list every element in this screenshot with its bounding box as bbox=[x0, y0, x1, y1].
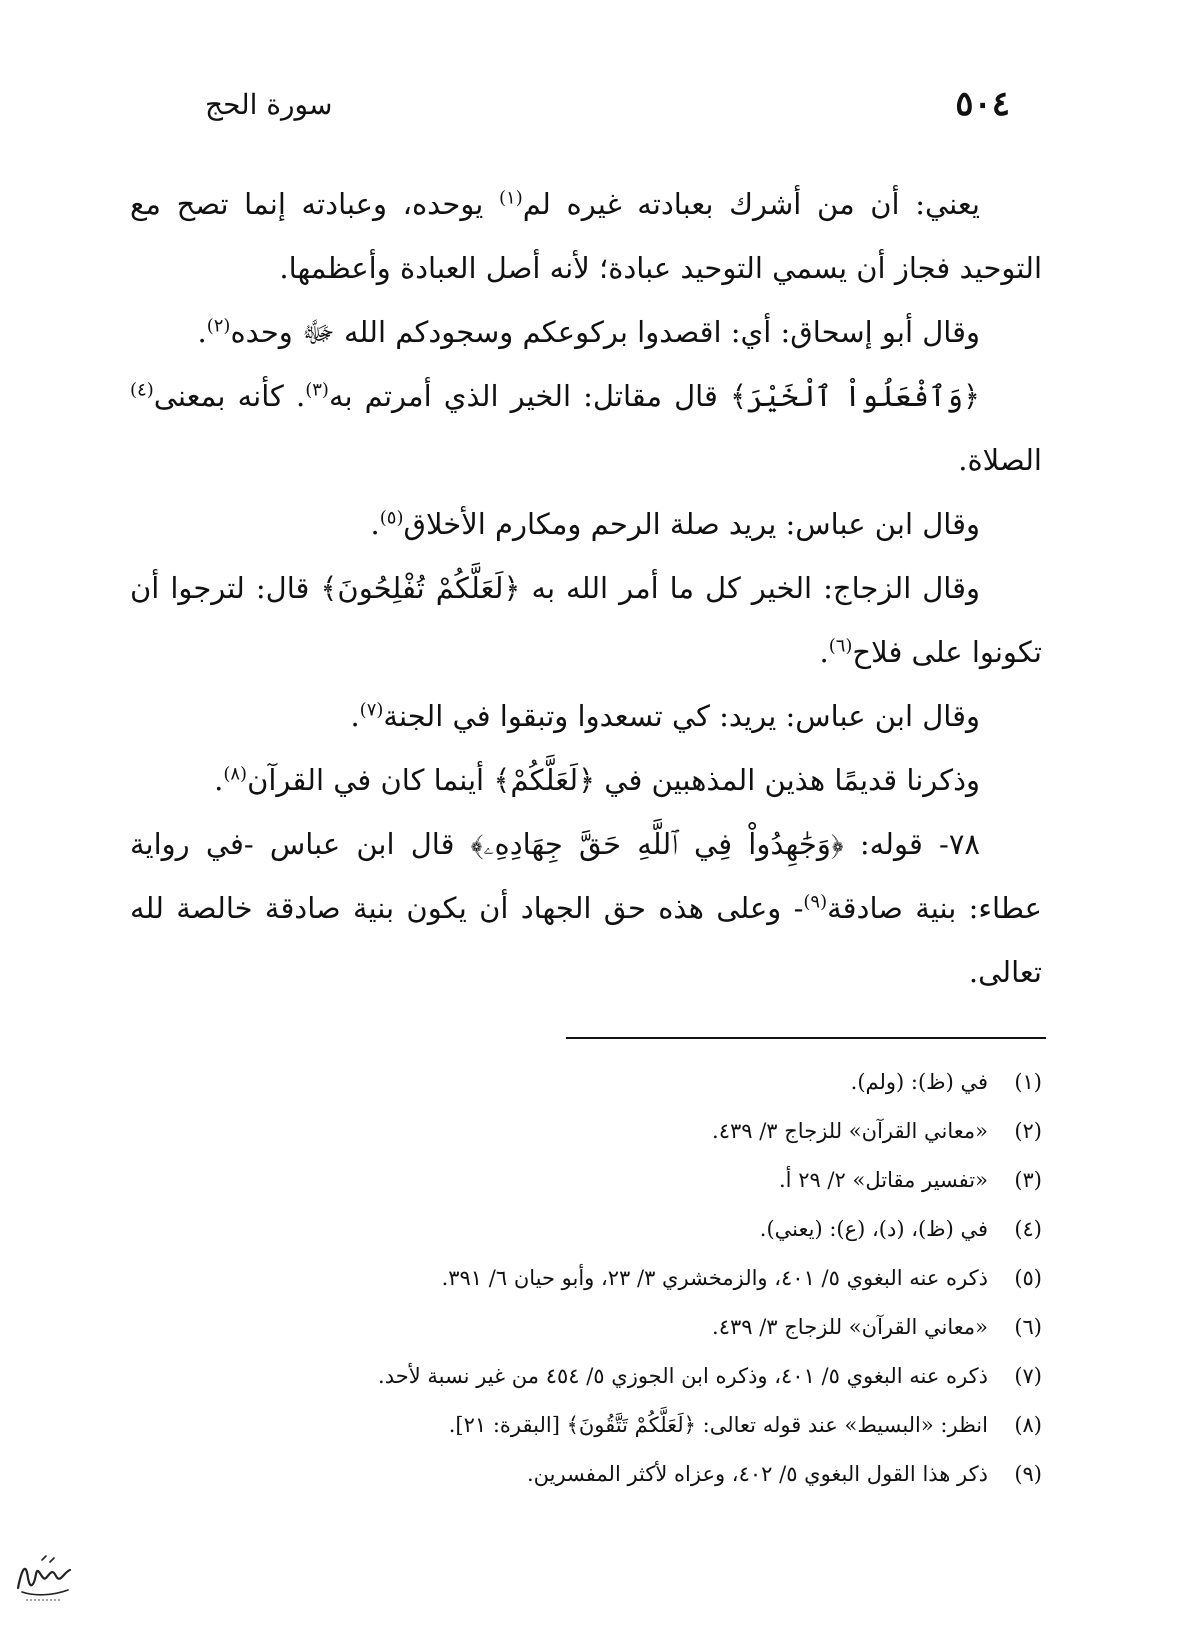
paragraph-text: قال ابن عباس -في رواية عطاء: بنية صادقة bbox=[130, 827, 1042, 925]
paragraph-text: ٧٨- قوله: bbox=[843, 827, 980, 861]
footnote-item bbox=[130, 1352, 1042, 1401]
footnotes bbox=[130, 1058, 1042, 1499]
footnote-text: في (ظ)، (د)، (ع): (يعني). bbox=[759, 1217, 988, 1241]
paragraph-text: وقال ابن عباس: يريد صلة الرحم ومكارم الأخلاق bbox=[403, 507, 980, 541]
paragraph-3 bbox=[130, 364, 1042, 492]
footnote-number: (٧) bbox=[1014, 1364, 1042, 1388]
quran-verse: ﴿وَجَٰهِدُواْ فِي ٱللَّهِ حَقَّ جِهَادِهِۦ﴾ bbox=[470, 827, 844, 861]
footnote-item bbox=[130, 1205, 1042, 1254]
footnote-text: ذكره عنه البغوي ٥/ ٤٠١، وذكره ابن الجوزي ٥/ ٤٥٤ من غير نسبة لأحد. bbox=[378, 1364, 988, 1388]
footnote-item bbox=[130, 1254, 1042, 1303]
paragraph-text: . bbox=[819, 635, 829, 669]
footnote-item bbox=[130, 1156, 1042, 1205]
paragraph-text: قال: لترجوا أن تكونوا على فلاح bbox=[130, 571, 1042, 669]
footnote-ref-8[interactable]: (٨) bbox=[223, 763, 248, 785]
footnote-text: في (ظ): (ولم). bbox=[850, 1070, 988, 1094]
footnote-separator bbox=[566, 1037, 1046, 1039]
footnote-number: (٣) bbox=[1014, 1168, 1042, 1192]
main-text bbox=[130, 172, 1042, 1004]
footnote-text: «معاني القرآن» للزجاج ٣/ ٤٣٩. bbox=[712, 1315, 988, 1339]
footnote-number: (٤) bbox=[1014, 1217, 1042, 1241]
paragraph-8 bbox=[130, 812, 1042, 1004]
footnote-ref-9[interactable]: (٩) bbox=[803, 891, 828, 913]
paragraph-text: . bbox=[197, 315, 207, 349]
footnote-item bbox=[130, 1303, 1042, 1352]
paragraph-4 bbox=[130, 492, 1042, 556]
footnote-number: (١) bbox=[1014, 1070, 1042, 1094]
quran-verse: ﴿وَٱفْعَلُواْ ٱلْخَيْرَ﴾ bbox=[730, 379, 981, 413]
paragraph-5 bbox=[130, 556, 1042, 684]
footnote-ref-7[interactable]: (٧) bbox=[359, 699, 384, 721]
paragraph-text: . bbox=[370, 507, 380, 541]
footnote-ref-4[interactable]: (٤) bbox=[130, 379, 154, 401]
footnote-number: (٥) bbox=[1014, 1266, 1042, 1290]
paragraph-text: . bbox=[350, 699, 360, 733]
paragraph-text: قال مقاتل: الخير الذي أمرتم به bbox=[328, 379, 730, 413]
footnote-text: ذكره عنه البغوي ٥/ ٤٠١، والزمخشري ٣/ ٢٣، وأبو حيان ٦/ ٣٩١. bbox=[441, 1266, 988, 1290]
page-number: ٥٠٤ bbox=[955, 84, 1010, 124]
footnote-text: «تفسير مقاتل» ٢/ ٢٩ أ. bbox=[779, 1168, 988, 1192]
footnote-text: ذكر هذا القول البغوي ٥/ ٤٠٢، وعزاه لأكثر المفسرين. bbox=[526, 1462, 988, 1486]
footnote-ref-5[interactable]: (٥) bbox=[379, 507, 404, 529]
paragraph-6 bbox=[130, 684, 1042, 748]
quran-verse: ﴿لَعَلَّكُمْ تُفْلِحُونَ﴾ bbox=[320, 571, 521, 605]
paragraph-text: يوحده، وعبادته إنما تصح مع التوحيد فجاز أن يسمي التوحيد عبادة؛ لأنه أصل العبادة وأعظمها. bbox=[130, 187, 1042, 285]
paragraph-text: وقال الزجاج: الخير كل ما أمر الله به bbox=[520, 571, 981, 605]
paragraph-text: وقال أبو إسحاق: أي: اقصدوا بركوعكم وسجودكم الله ﷻ وحده bbox=[230, 315, 980, 349]
footnote-ref-1[interactable]: (١) bbox=[499, 187, 523, 209]
footnote-ref-6[interactable]: (٦) bbox=[828, 635, 853, 657]
quran-verse: ﴿لَعَلَّكُمْ﴾ bbox=[493, 763, 596, 797]
paragraph-text: - وعلى هذه حق الجهاد أن يكون بنية صادقة خالصة لله تعالى. bbox=[130, 891, 1042, 989]
page-header bbox=[205, 78, 1010, 130]
paragraph-text: أينما كان في القرآن bbox=[247, 763, 494, 797]
paragraph-text: وقال ابن عباس: يريد: كي تسعدوا وتبقوا في الجنة bbox=[383, 699, 980, 733]
paragraph-7 bbox=[130, 748, 1042, 812]
paragraph-text: الصلاة. bbox=[958, 443, 1042, 477]
calligraphy-logo-icon bbox=[12, 1548, 76, 1606]
footnote-item bbox=[130, 1450, 1042, 1499]
paragraph-1 bbox=[130, 172, 1042, 300]
paragraph-text: . كأنه بمعنى bbox=[153, 379, 306, 413]
footnote-number: (٩) bbox=[1014, 1462, 1042, 1486]
footnote-ref-3[interactable]: (٣) bbox=[305, 379, 329, 401]
paragraph-2 bbox=[130, 300, 1042, 364]
footnote-text: انظر: «البسيط» عند قوله تعالى: ﴿لَعَلَّكُمْ تَتَّقُونَ﴾ [البقرة: ٢١]. bbox=[448, 1413, 988, 1437]
footnote-item bbox=[130, 1107, 1042, 1156]
paragraph-text: وذكرنا قديمًا هذين المذهبين في bbox=[595, 763, 980, 797]
footnote-text: «معاني القرآن» للزجاج ٣/ ٤٣٩. bbox=[712, 1119, 988, 1143]
paragraph-text: يعني: أن من أشرك بعبادته غيره لم bbox=[522, 187, 980, 221]
surah-title: سورة الحج bbox=[205, 87, 333, 121]
paragraph-text: . bbox=[214, 763, 224, 797]
footnote-number: (٢) bbox=[1014, 1119, 1042, 1143]
footnote-number: (٨) bbox=[1014, 1413, 1042, 1437]
footnote-number: (٦) bbox=[1014, 1315, 1042, 1339]
footnote-item bbox=[130, 1401, 1042, 1450]
footnote-ref-2[interactable]: (٢) bbox=[206, 315, 231, 337]
footnote-item bbox=[130, 1058, 1042, 1107]
